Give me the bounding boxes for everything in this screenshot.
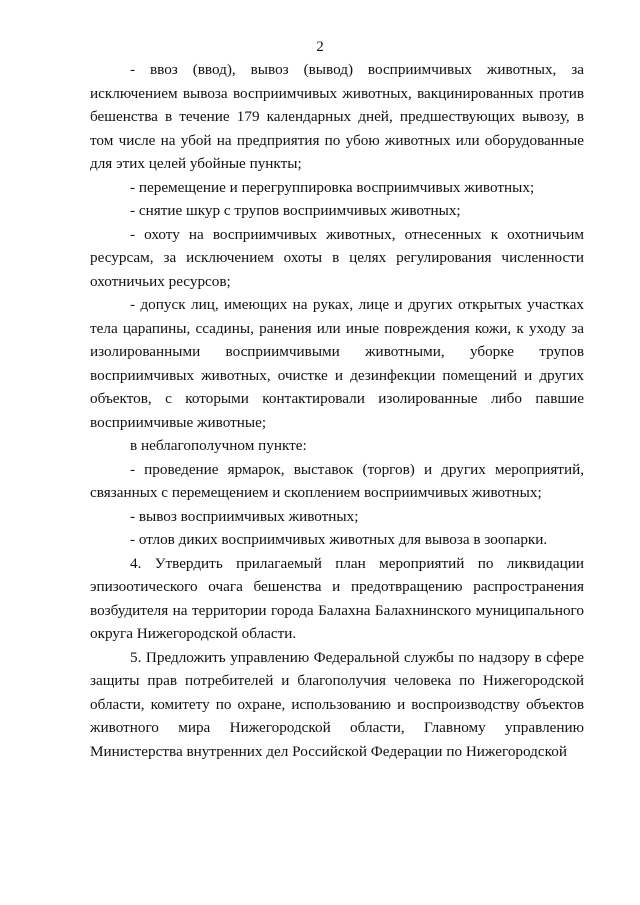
paragraph-item-4: 4. Утвердить прилагаемый план мероприятий по ликвидации эпизоотического очага бешенства и предотвращению распространения возбудителя на территории города Балахна Балахнинского муниципального округа Нижегородской области. <box>90 554 584 642</box>
paragraph-hunting: - охоту на восприимчивых животных, отнесенных к охотничьим ресурсам, за исключением охоты в целях регулирования численности охотничьих ресурсов; <box>90 225 584 290</box>
paragraph-import-export-restriction: - ввоз (ввод), вывоз (вывод) восприимчивых животных, за исключением вывоза восприимчивых животных, вакцинированных против бешенства в течение 179 календарных дней, предшествующих вывозу, в том числе на убой на предприятия по убою животных или оборудованные для этих целей убойные пункты; <box>90 61 584 172</box>
paragraph-animal-removal: - вывоз восприимчивых животных; <box>130 507 359 525</box>
paragraph-personnel-admission: - допуск лиц, имеющих на руках, лице и других открытых участках тела царапины, ссадины, ранения или иные повреждения кожи, к уходу за изолированными восприимчивыми животными, уборке трупов восприимчивых животных, очистке и дезинфекции помещений и других объектов, с которыми контактировали изолированные либо павшие восприимчивые животные; <box>90 296 584 431</box>
paragraph-movement-regrouping: - перемещение и перегруппировка восприимчивых животных; <box>130 178 535 196</box>
paragraph-skinning-carcasses: - снятие шкур с трупов восприимчивых животных; <box>130 202 461 219</box>
paragraph-wild-animal-capture: - отлов диких восприимчивых животных для вывоза в зоопарки. <box>130 531 548 548</box>
paragraph-unfavorable-point-heading: в неблагополучном пункте: <box>130 437 307 454</box>
document-body <box>90 58 584 763</box>
page-number: 2 <box>316 39 324 55</box>
paragraph-item-5: 5. Предложить управлению Федеральной службы по надзору в сфере защиты прав потребителей и благополучия человека по Нижегородской области, комитету по охране, использованию и воспроизводству объектов животного мира Нижегородской области, Главному управлению Министерства внутренних дел Российской Федерации по Нижегородской <box>90 648 584 760</box>
paragraph-fairs-exhibitions: - проведение ярмарок, выставок (торгов) и других мероприятий, связанных с перемещением и скоплением восприимчивых животных; <box>90 460 584 501</box>
